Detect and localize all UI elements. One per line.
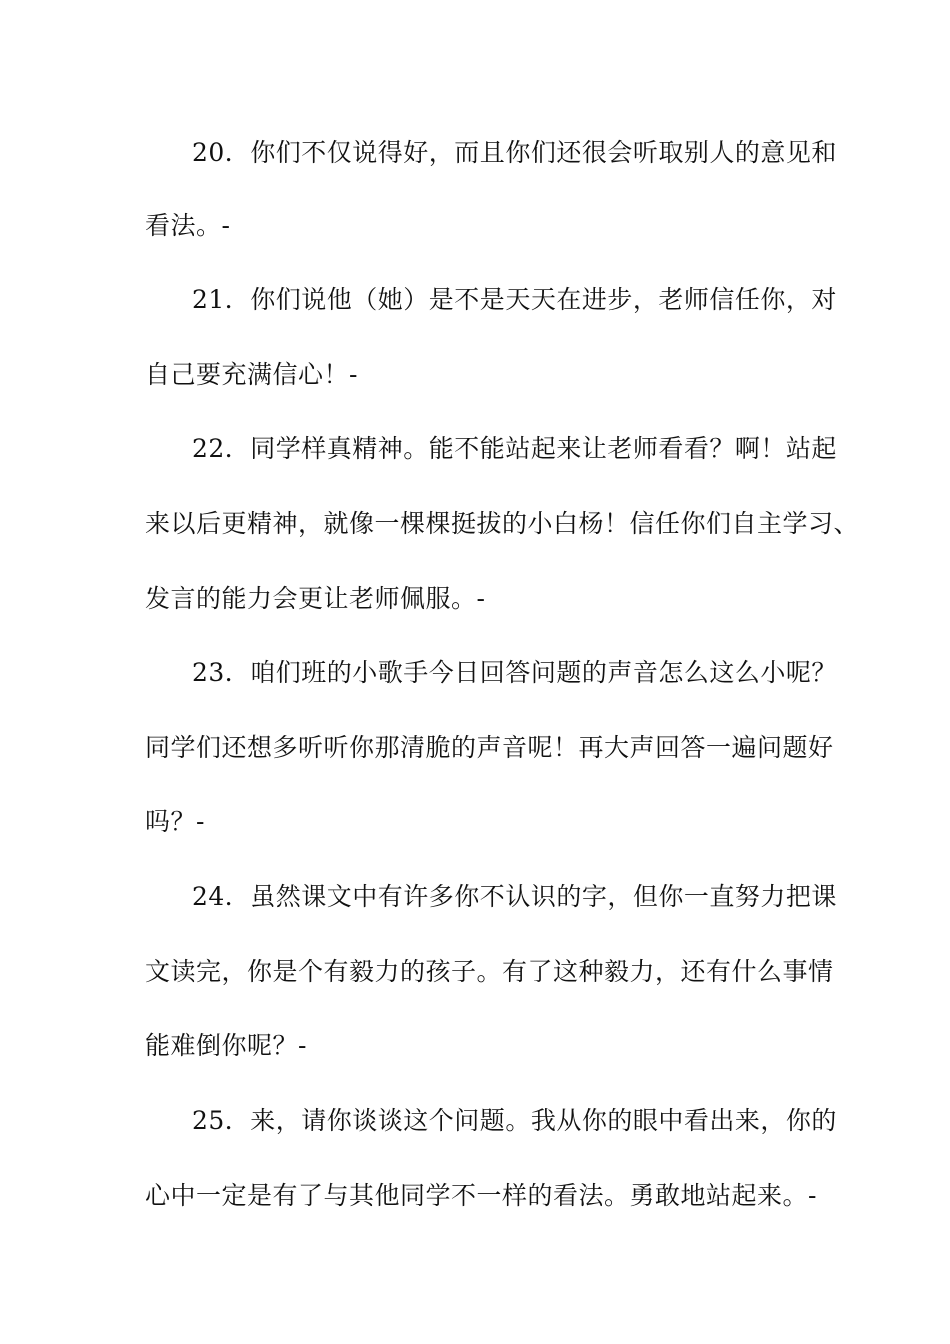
paragraph-24-line-2: 文读完，你是个有毅力的孩子。有了这种毅力，还有什么事情 (145, 957, 834, 986)
paragraph-22-line-3: 发言的能力会更让老师佩服。- (145, 584, 486, 613)
paragraph-20-line-2: 看法。- (145, 211, 231, 240)
paragraph-23-line-2: 同学们还想多听听你那清脆的声音呢！再大声回答一遍问题好 (145, 733, 834, 762)
paragraph-25-line-2: 心中一定是有了与其他同学不一样的看法。勇敢地站起来。- (145, 1181, 817, 1210)
paragraph-25-line-1: 25．来，请你谈谈这个问题。我从你的眼中看出来，你的 (192, 1106, 837, 1135)
paragraph-22-line-1: 22．同学样真精神。能不能站起来让老师看看？啊！站起 (192, 434, 837, 463)
paragraph-24-line-1: 24．虽然课文中有许多你不认识的字，但你一直努力把课 (192, 882, 837, 911)
paragraph-21-line-1: 21．你们说他（她）是不是天天在进步，老师信任你，对 (192, 285, 837, 314)
paragraph-23-line-3: 吗？- (145, 807, 205, 836)
paragraph-24-line-3: 能难倒你呢？- (145, 1031, 307, 1060)
paragraph-22-line-2: 来以后更精神，就像一棵棵挺拔的小白杨！信任你们自主学习、 (145, 509, 860, 538)
paragraph-23-line-1: 23．咱们班的小歌手今日回答问题的声音怎么这么小呢？ (192, 658, 837, 687)
paragraph-20-line-1: 20．你们不仅说得好，而且你们还很会听取别人的意见和 (192, 138, 837, 167)
paragraph-21-line-2: 自己要充满信心！- (145, 360, 358, 389)
